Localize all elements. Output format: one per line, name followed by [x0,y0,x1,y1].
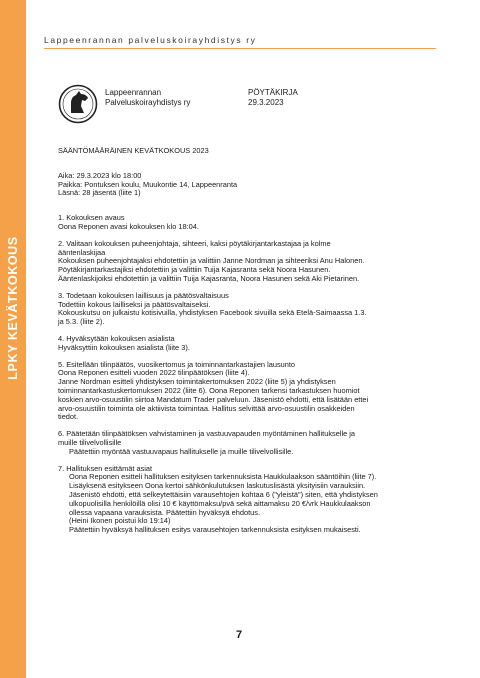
document-type-label: PÖYTÄKIRJA [248,88,298,97]
section-5-text: arvo-osuustilin toiminta ole aktiivista toimintaa. Hallitus selvittää arvo-osuustilin osakkeiden [58,403,355,413]
header-title: Lappeenrannan palveluskoirayhdistys ry [44,35,257,45]
section-2-heading: 2. Valitaan kokouksen puheenjohtaja, sihteeri, kaksi pöytäkirjantarkastajaa ja kolme [58,238,331,248]
meeting-attendance: Läsnä: 28 jäsentä (liite 1) [58,188,141,198]
section-5-text: koskien arvo-osuustilin siirtoa Mandatum Trader palveluun. Jäsenistö ehdotti, että lisätään ettei [58,394,369,404]
section-5-text: Oona Reponen esitteli vuoden 2022 tilinpäätöksen (liite 4). [58,368,250,378]
section-2-text: Pöytäkirjantarkastajiksi ehdotettiin ja valittiin Tuija Kajasranta sekä Noora Hasunen. [58,265,331,275]
section-7-text: ollessa vapaana varauksista. Päätettiin hyväksyä ehdotus. [69,507,261,517]
meeting-time: Aika: 29.3.2023 klo 18:00 [58,170,142,180]
page-number: 7 [236,629,243,641]
section-6-heading: 6. Päätetään tilinpäätöksen vahvistaminen ja vastuuvapauden myöntäminen hallitukselle ja [58,429,356,439]
section-2-text: Ääntenlaskijoiksi ehdotettiin ja valittiin Tuija Kajasranta, Noora Hasunen sekä Aki Pietarinen. [58,273,360,283]
section-4-heading: 4. Hyväksytään kokouksen asialista [58,333,175,343]
section-7-text: Oona Reponen esitteli hallituksen esityksen tarkennuksista Haukkulaakson sääntöihin (liite 7). [69,472,377,482]
meeting-title: SÄÄNTÖMÄÄRÄINEN KEVÄTKOKOUS 2023 [58,146,209,155]
section-1-text: Oona Reponen avasi kokouksen klo 18:04. [58,221,199,231]
section-7-text: (Heini Ikonen poistui klo 19:14) [69,516,171,526]
section-5-text: Janne Nordman esitteli yhdistyksen toimintakertomuksen 2022 (liite 5) ja yhdistyksen [58,377,336,387]
section-6-text: Päätettiin myöntää vastuuvapaus hallitukselle ja muille tilivelvollisille. [69,446,294,456]
header-divider [44,48,436,49]
minutes-body [58,147,438,535]
meeting-place: Paikka: Pontuksen koulu, Muukontie 14, Lappeenranta [58,179,238,189]
section-7-text: Päätettiin hyväksyä hallituksen esitys varausehtojen tarkennuksista esityksen mukaisesti. [69,525,361,535]
section-6-heading-cont: muille tilivelvollisille [58,437,122,447]
document-date: 29.3.2023 [248,97,284,107]
side-label: LPKY KEVÄTKOKOUS [6,236,20,380]
section-3-text: Todettiin kokous lailliseksi ja päätösvaltaiseksi. [58,299,211,309]
section-2-heading-cont: ääntenlaskijaa [58,247,106,257]
section-5-text: toiminnantarkastuskertomuksen 2022 (liite 6). Oona Reponen tarkensi tarkastuksen huomiot [58,385,360,395]
section-7-heading: 7. Hallituksen esittämät asiat [58,463,153,473]
org-name-line-2: Palveluskoirayhdistys ry [105,97,191,107]
section-7-text: Lisäyksenä esitykseen Oona kertoi sähkönkulutuksen laskutuslisästä yksityisiin varauksiin. [69,481,366,491]
side-band [0,0,26,678]
section-3-text: ja 5.3. (liite 2). [58,317,105,327]
section-2-text: Kokouksen puheenjohtajaksi ehdotettiin ja valittiin Janne Nordman ja sihteeriksi Anu Halonen. [58,256,365,266]
section-3-text: Kokouskutsu on julkaistu kotisivuilla, yhdistyksen Facebook sivuilla sekä Etelä-Saimaassa 1.3. [58,308,367,318]
org-name [105,88,190,107]
section-1-heading: 1. Kokouksen avaus [58,213,125,223]
section-7-text: Jäsenistö ehdotti, että selkeytettäisiin varausehtojen kohtaa 6 ("yleistä") siten, että yhdistyksen [69,489,378,499]
section-5-text: tiedot. [58,412,79,422]
section-4-text: Hyväksyttiin kokouksen asialista (liite 3). [58,342,190,352]
club-logo-icon [58,84,98,124]
document-type [248,88,298,107]
section-7-text: ulkopuolisilla henkilöillä olisi 10 € käyttömaksu/pvä sekä aittamaksu 20 €/vrk Haukkulaakson [69,498,371,508]
section-5-heading: 5. Esitellään tilinpäätös, vuosikertomus ja toiminnantarkastajien lausunto [58,359,296,369]
org-name-line-1: Lappeenrannan [105,88,162,97]
section-3-heading: 3. Todetaan kokouksen laillisuus ja päätösvaltaisuus [58,290,229,300]
